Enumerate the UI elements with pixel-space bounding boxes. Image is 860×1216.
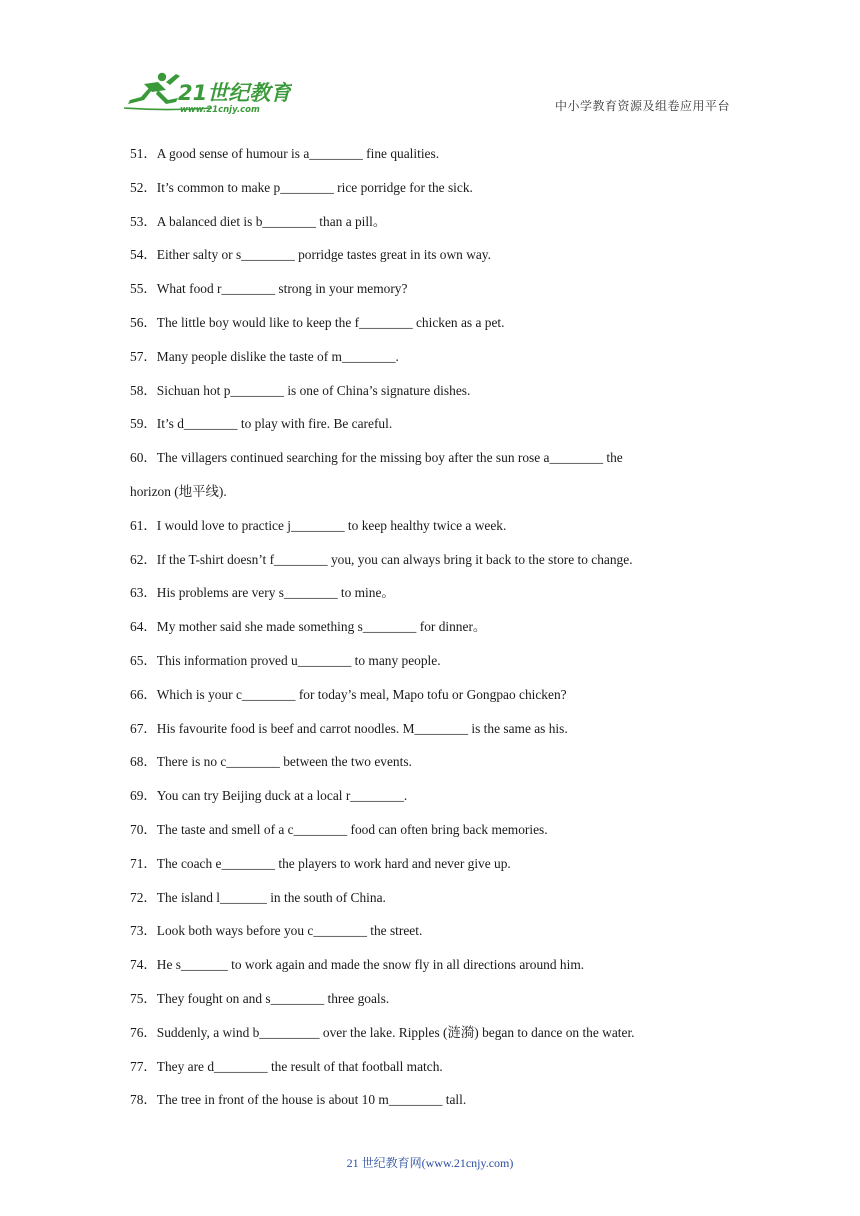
- question-item: [130, 982, 730, 1016]
- question-number: 55．: [130, 281, 157, 297]
- question-item: [130, 171, 730, 205]
- question-text: They fought on and s________ three goals.: [156, 990, 390, 1006]
- question-number: 76．: [130, 1024, 157, 1040]
- question-item: [130, 678, 730, 712]
- question-text: Suddenly, a wind b_________ over the lake. Ripples (涟漪) began to dance on the water.: [156, 1024, 635, 1040]
- question-text: Look both ways before you c________ the street.: [156, 923, 423, 939]
- question-number: 69．: [130, 788, 157, 804]
- question-text: This information proved u________ to many people.: [156, 652, 441, 668]
- question-item: [130, 1050, 730, 1084]
- question-text: What food r________ strong in your memory?: [156, 281, 408, 297]
- question-item: [130, 779, 730, 813]
- question-number: 73．: [130, 923, 157, 939]
- question-text: His favourite food is beef and carrot noodles. M________ is the same as his.: [156, 720, 568, 736]
- question-item: [130, 610, 730, 644]
- question-number: 59．: [130, 416, 157, 432]
- question-item: [130, 441, 730, 475]
- question-text: I would love to practice j________ to keep healthy twice a week.: [156, 517, 507, 533]
- question-item: [130, 509, 730, 543]
- site-logo: [122, 70, 292, 114]
- question-number: 72．: [130, 889, 157, 905]
- question-number: 78．: [130, 1092, 157, 1108]
- question-item: [130, 306, 730, 340]
- question-number: 63．: [130, 585, 157, 601]
- question-number: 52．: [130, 179, 157, 195]
- question-text: The coach e________ the players to work hard and never give up.: [156, 855, 511, 871]
- question-text: The tree in front of the house is about 10 m________ tall.: [156, 1092, 467, 1108]
- question-text: The island l_______ in the south of China.: [156, 889, 386, 905]
- question-number: 64．: [130, 619, 157, 635]
- question-item: [130, 238, 730, 272]
- question-item: [130, 1083, 730, 1117]
- question-text: Many people dislike the taste of m________.: [156, 348, 399, 364]
- question-number: 77．: [130, 1058, 157, 1074]
- question-text: His problems are very s________ to mine。: [156, 585, 395, 601]
- question-number: 62．: [130, 551, 157, 567]
- question-text: My mother said she made something s________ for dinner。: [156, 619, 487, 635]
- question-item: [130, 1016, 730, 1050]
- question-text: The villagers continued searching for the missing boy after the sun rose a________ the: [156, 450, 623, 466]
- question-text: The little boy would like to keep the f________ chicken as a pet.: [156, 314, 505, 330]
- question-text: A good sense of humour is a________ fine qualities.: [156, 146, 440, 161]
- question-item: [130, 543, 730, 577]
- question-number: 74．: [130, 957, 157, 973]
- question-item: [130, 914, 730, 948]
- question-number: 71．: [130, 855, 157, 871]
- question-item: [130, 644, 730, 678]
- question-text: Which is your c________ for today’s meal, Mapo tofu or Gongpao chicken?: [156, 686, 567, 702]
- question-text: It’s d________ to play with fire. Be careful.: [156, 416, 393, 432]
- question-list: [130, 137, 730, 1117]
- question-text: If the T-shirt doesn’t f________ you, you can always bring it back to the store to change.: [156, 551, 633, 567]
- question-item: [130, 137, 730, 171]
- question-item: [130, 813, 730, 847]
- question-item: [130, 374, 730, 408]
- question-text: There is no c________ between the two events.: [156, 754, 412, 770]
- question-item: [130, 847, 730, 881]
- question-number: 56．: [130, 314, 157, 330]
- question-number: 54．: [130, 247, 157, 263]
- question-number: 61．: [130, 517, 157, 533]
- question-number: 68．: [130, 754, 157, 770]
- question-text: He s_______ to work again and made the snow fly in all directions around him.: [156, 957, 585, 973]
- question-continuation: horizon (地平线).: [130, 483, 227, 499]
- logo-text: 21世纪教育: [178, 81, 292, 105]
- question-text: You can try Beijing duck at a local r________.: [156, 788, 408, 804]
- question-number: 57．: [130, 348, 157, 364]
- question-item: [130, 340, 730, 374]
- question-number: 67．: [130, 720, 157, 736]
- question-item: [130, 407, 730, 441]
- question-text: A balanced diet is b________ than a pill。: [156, 213, 387, 229]
- question-item: [130, 745, 730, 779]
- question-number: 65．: [130, 652, 157, 668]
- question-item: [130, 576, 730, 610]
- page-footer: 21 世纪教育网(www.21cnjy.com): [346, 1156, 514, 1170]
- question-text: The taste and smell of a c________ food can often bring back memories.: [156, 821, 548, 837]
- question-item: [130, 205, 730, 239]
- question-number: 75．: [130, 990, 157, 1006]
- question-text: Either salty or s________ porridge tastes great in its own way.: [156, 247, 491, 263]
- question-number: 53．: [130, 213, 157, 229]
- question-item: [130, 712, 730, 746]
- question-number: 60．: [130, 450, 157, 466]
- question-item: [130, 272, 730, 306]
- platform-name: 中小学教育资源及组卷应用平台: [554, 99, 730, 113]
- question-text: Sichuan hot p________ is one of China’s signature dishes.: [156, 382, 471, 398]
- question-text: It’s common to make p________ rice porridge for the sick.: [156, 179, 473, 195]
- question-number: 58．: [130, 382, 157, 398]
- question-item: [130, 881, 730, 915]
- question-item: [130, 948, 730, 982]
- question-number: 66．: [130, 686, 157, 702]
- logo-url: www.21cnjy.com: [180, 105, 260, 114]
- question-number: 70．: [130, 821, 157, 837]
- question-number: 51．: [130, 146, 157, 161]
- question-text: They are d________ the result of that football match.: [156, 1058, 443, 1074]
